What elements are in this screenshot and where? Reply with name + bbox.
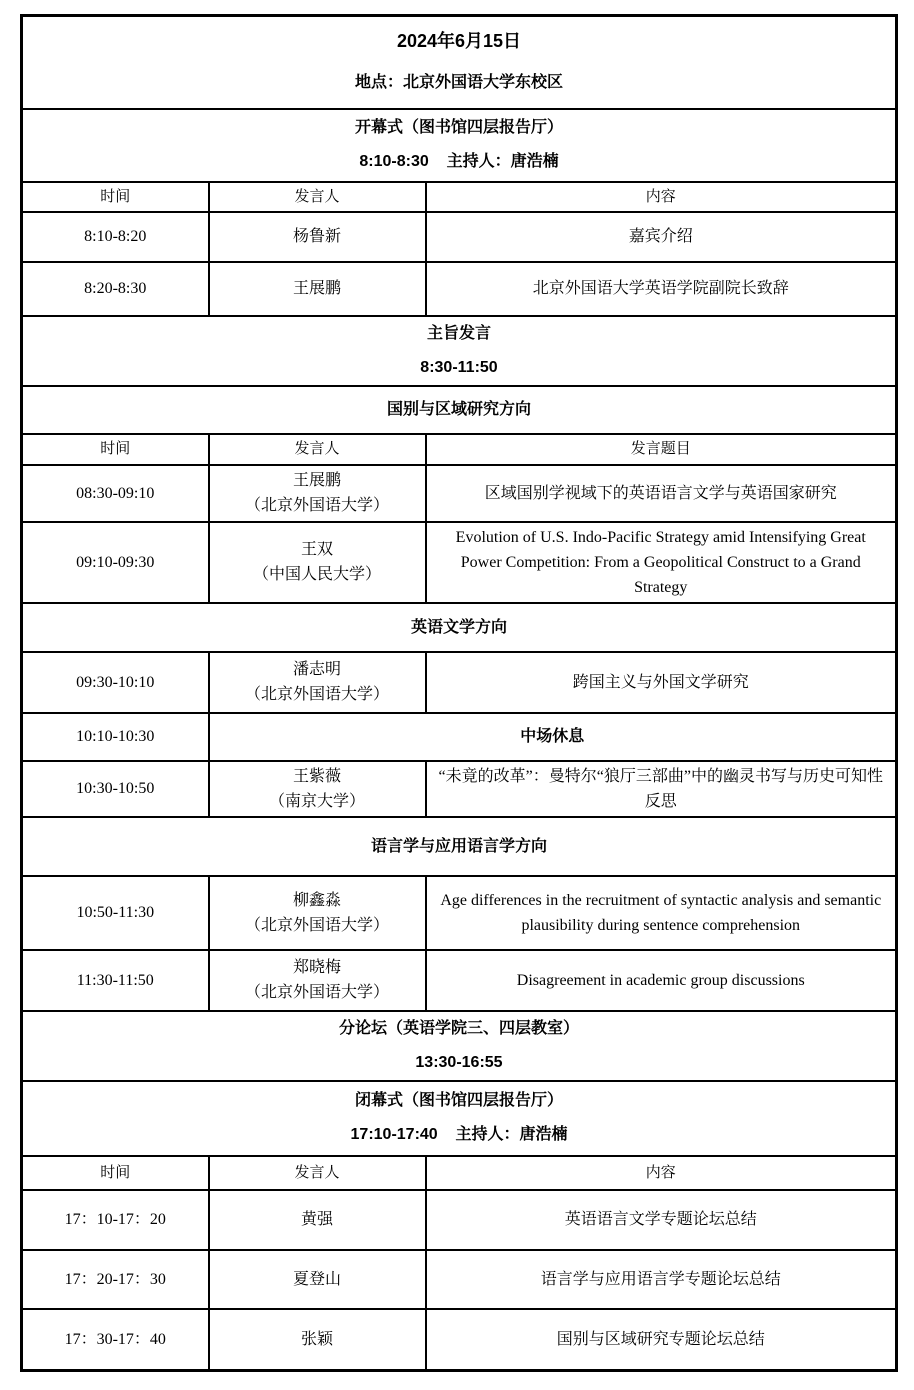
conference-schedule-table [20,14,898,1372]
speaker-cell: 杨鲁新 [209,212,426,262]
table-row [22,1190,897,1250]
table-row [22,465,897,522]
speaker-cell: 王展鹏 [209,262,426,316]
table-row-section-linguistics [22,817,897,876]
table-header-row-closing [22,1156,897,1190]
column-header-time: 时间 [22,182,209,212]
date-title: 2024年6月15日 [396,31,522,52]
content-cell: 嘉宾介绍 [426,212,897,262]
speaker-name: 王紫薇 [292,767,341,785]
table-row-closing-banner [22,1081,897,1156]
closing-schedule: 17:10-17:40 主持人：唐浩楠 [350,1126,568,1143]
content-cell: 英语语言文学专题论坛总结 [426,1190,897,1250]
time-cell: 10:30-10:50 [22,761,209,817]
content-cell: 北京外国语大学英语学院副院长致辞 [426,262,897,316]
speaker-affiliation: （北京外国语大学） [244,984,389,1001]
speaker-affiliation: （北京外国语大学） [244,686,389,703]
speaker-name: 郑晓梅 [292,959,341,976]
time-cell: 8:10-8:20 [22,212,209,262]
location-text: 地点：北京外国语大学东校区 [354,74,563,92]
section-title: 英语文学方向 [22,603,897,652]
time-cell: 09:30-10:10 [22,652,209,713]
forum-title: 分论坛（英语学院三、四层教室） [338,1019,579,1037]
topic-cell: Disagreement in academic group discussions [426,950,897,1011]
time-cell: 08:30-09:10 [22,465,209,522]
time-cell: 09:10-09:30 [22,522,209,603]
opening-banner-cell [22,109,897,182]
speaker-affiliation: （北京外国语大学） [244,916,389,934]
table-row [22,950,897,1011]
table-row [22,1250,897,1309]
time-cell: 10:10-10:30 [22,713,209,761]
keynote-banner-cell [22,316,897,386]
section-title: 国别与区域研究方向 [22,386,897,434]
table-row-keynote-banner [22,316,897,386]
opening-schedule: 8:10-8:30 主持人：唐浩楠 [359,153,559,170]
speaker-cell [209,522,426,603]
time-cell: 10:50-11:30 [22,876,209,950]
content-cell: 语言学与应用语言学专题论坛总结 [426,1250,897,1309]
table-row-break [22,713,897,761]
speaker-cell [209,465,426,522]
column-header-topic: 发言题目 [426,434,897,465]
table-header-row-opening [22,182,897,212]
table-row [22,876,897,950]
column-header-time: 时间 [22,1156,209,1190]
speaker-cell [209,761,426,817]
opening-title: 开幕式（图书馆四层报告厅） [354,119,563,136]
speaker-cell [209,876,426,950]
table-row [22,212,897,262]
topic-cell: Age differences in the recruitment of syntactic analysis and semantic plausibility during sentence comprehension [426,876,897,950]
topic-cell: 区域国别学视域下的英语语言文学与英语国家研究 [426,465,897,522]
column-header-content: 内容 [426,182,897,212]
speaker-cell: 黄强 [209,1190,426,1250]
table-row-forum-banner [22,1011,897,1081]
table-row-section-area-studies [22,386,897,434]
closing-title: 闭幕式（图书馆四层报告厅） [354,1092,563,1109]
table-row [22,652,897,713]
speaker-cell: 夏登山 [209,1250,426,1309]
column-header-speaker: 发言人 [209,1156,426,1190]
time-cell: 8:20-8:30 [22,262,209,316]
speaker-cell [209,950,426,1011]
speaker-name: 王展鹏 [292,472,341,489]
speaker-name: 柳鑫淼 [292,891,341,909]
forum-banner-cell [22,1011,897,1081]
speaker-affiliation: （南京大学） [268,792,365,810]
table-row [22,761,897,817]
keynote-title: 主旨发言 [426,324,491,342]
column-header-content: 内容 [426,1156,897,1190]
speaker-affiliation: （北京外国语大学） [244,497,389,514]
document-header-cell [22,16,897,109]
column-header-time: 时间 [22,434,209,465]
speaker-name: 王双 [300,541,333,558]
table-row [22,1309,897,1371]
speaker-cell [209,652,426,713]
table-row-section-english-literature [22,603,897,652]
table-row [22,522,897,603]
column-header-speaker: 发言人 [209,434,426,465]
table-row-opening-banner [22,109,897,182]
speaker-cell: 张颖 [209,1309,426,1371]
topic-cell: Evolution of U.S. Indo-Pacific Strategy amid Intensifying Great Power Competition: From a Geopolitical Construct to a Grand Strategy [426,522,897,603]
table-row [22,262,897,316]
content-cell: 国别与区域研究专题论坛总结 [426,1309,897,1371]
time-cell: 17：20-17：30 [22,1250,209,1309]
topic-cell: 跨国主义与外国文学研究 [426,652,897,713]
table-header-row-keynote [22,434,897,465]
table-row-document-header [22,16,897,109]
time-cell: 17：30-17：40 [22,1309,209,1371]
closing-banner-cell [22,1081,897,1156]
speaker-name: 潘志明 [292,661,341,678]
forum-time: 13:30-16:55 [415,1053,503,1071]
time-cell: 17：10-17：20 [22,1190,209,1250]
section-title: 语言学与应用语言学方向 [22,817,897,876]
speaker-affiliation: （中国人民大学） [252,566,381,583]
column-header-speaker: 发言人 [209,182,426,212]
topic-cell: “未竟的改革”：曼特尔“狼厅三部曲”中的幽灵书写与历史可知性反思 [426,761,897,817]
break-label: 中场休息 [209,713,897,761]
time-cell: 11:30-11:50 [22,950,209,1011]
keynote-time: 8:30-11:50 [420,358,498,376]
